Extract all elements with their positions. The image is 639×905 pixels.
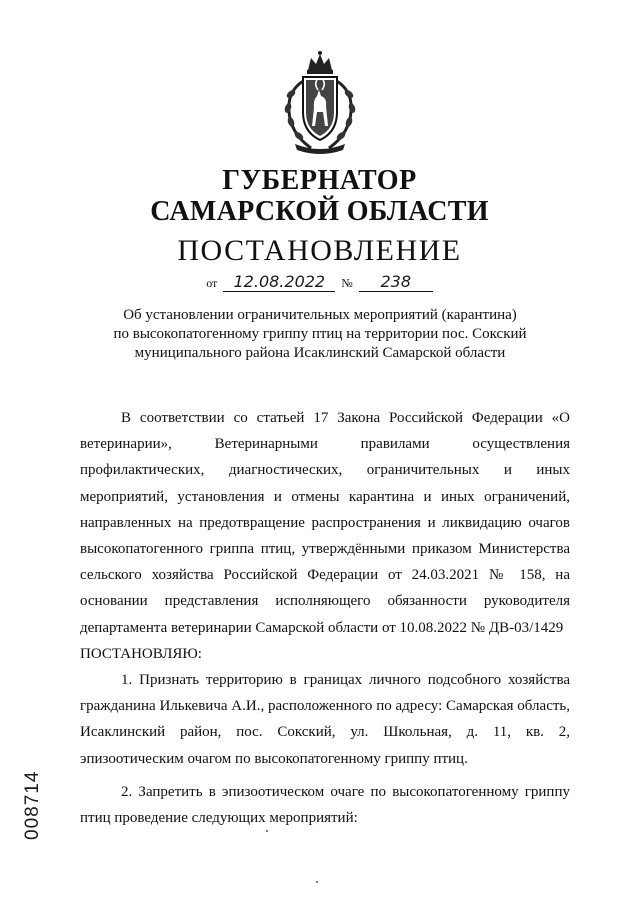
document-subject: [80, 306, 560, 363]
coat-of-arms-icon: [281, 50, 359, 158]
subject-line: Об установлении ограничительных мероприятий (карантина): [123, 307, 517, 323]
subject-line: муниципального района Исаклинский Самарской области: [134, 345, 506, 361]
scan-speck: [316, 881, 318, 883]
preamble-paragraph: В соответствии со статьей 17 Закона Российской Федерации «О ветеринарии», Ветеринарными правилами осуществления профилактических, диагностических, ограничительных и иных мероприятий, установления и отмены карантина и иных ограничений, направленных на предотвращение распространения и ликвидацию очагов высокопатогенного гриппа птиц, утверждёнными приказом Министерства сельского хозяйства Российской Федерации от 24.03.2021 № 158, на основании представления исполняющего обязанности руководителя департамента ветеринарии Самарской области от 10.08.2022 № ДВ-03/1429: [80, 410, 570, 636]
subject-line: по высокопатогенному гриппу птиц на территории пос. Сокский: [113, 326, 527, 342]
document-type-heading: ПОСТАНОВЛЕНИЕ: [177, 234, 462, 267]
handwritten-date: 12.08.2022: [223, 273, 335, 292]
authority-title-line1: ГУБЕРНАТОР: [222, 165, 417, 196]
item-paragraph-2: 2. Запретить в эпизоотическом очаге по высокопатогенному гриппу птиц проведение следующих мероприятий:: [80, 783, 570, 827]
scan-speck: [266, 830, 268, 832]
document-body: [80, 405, 570, 831]
number-label: №: [341, 276, 353, 290]
date-label: от: [206, 276, 218, 290]
date-number-line: [0, 273, 639, 292]
authority-title-line2: САМАРСКОЙ ОБЛАСТИ: [150, 196, 489, 227]
serial-stamp: 008714: [22, 770, 43, 840]
decree-word: ПОСТАНОВЛЯЮ:: [80, 645, 202, 662]
item-paragraph-1: 1. Признать территорию в границах личного подсобного хозяйства гражданина Илькевича А.И., расположенного по адресу: Самарская область, Исаклинский район, пос. Сокский, ул. Школьная, д. 11, кв. 2, эпизоотическим очагом по высокопатогенному гриппу птиц.: [80, 672, 570, 767]
handwritten-number: 238: [359, 273, 433, 292]
